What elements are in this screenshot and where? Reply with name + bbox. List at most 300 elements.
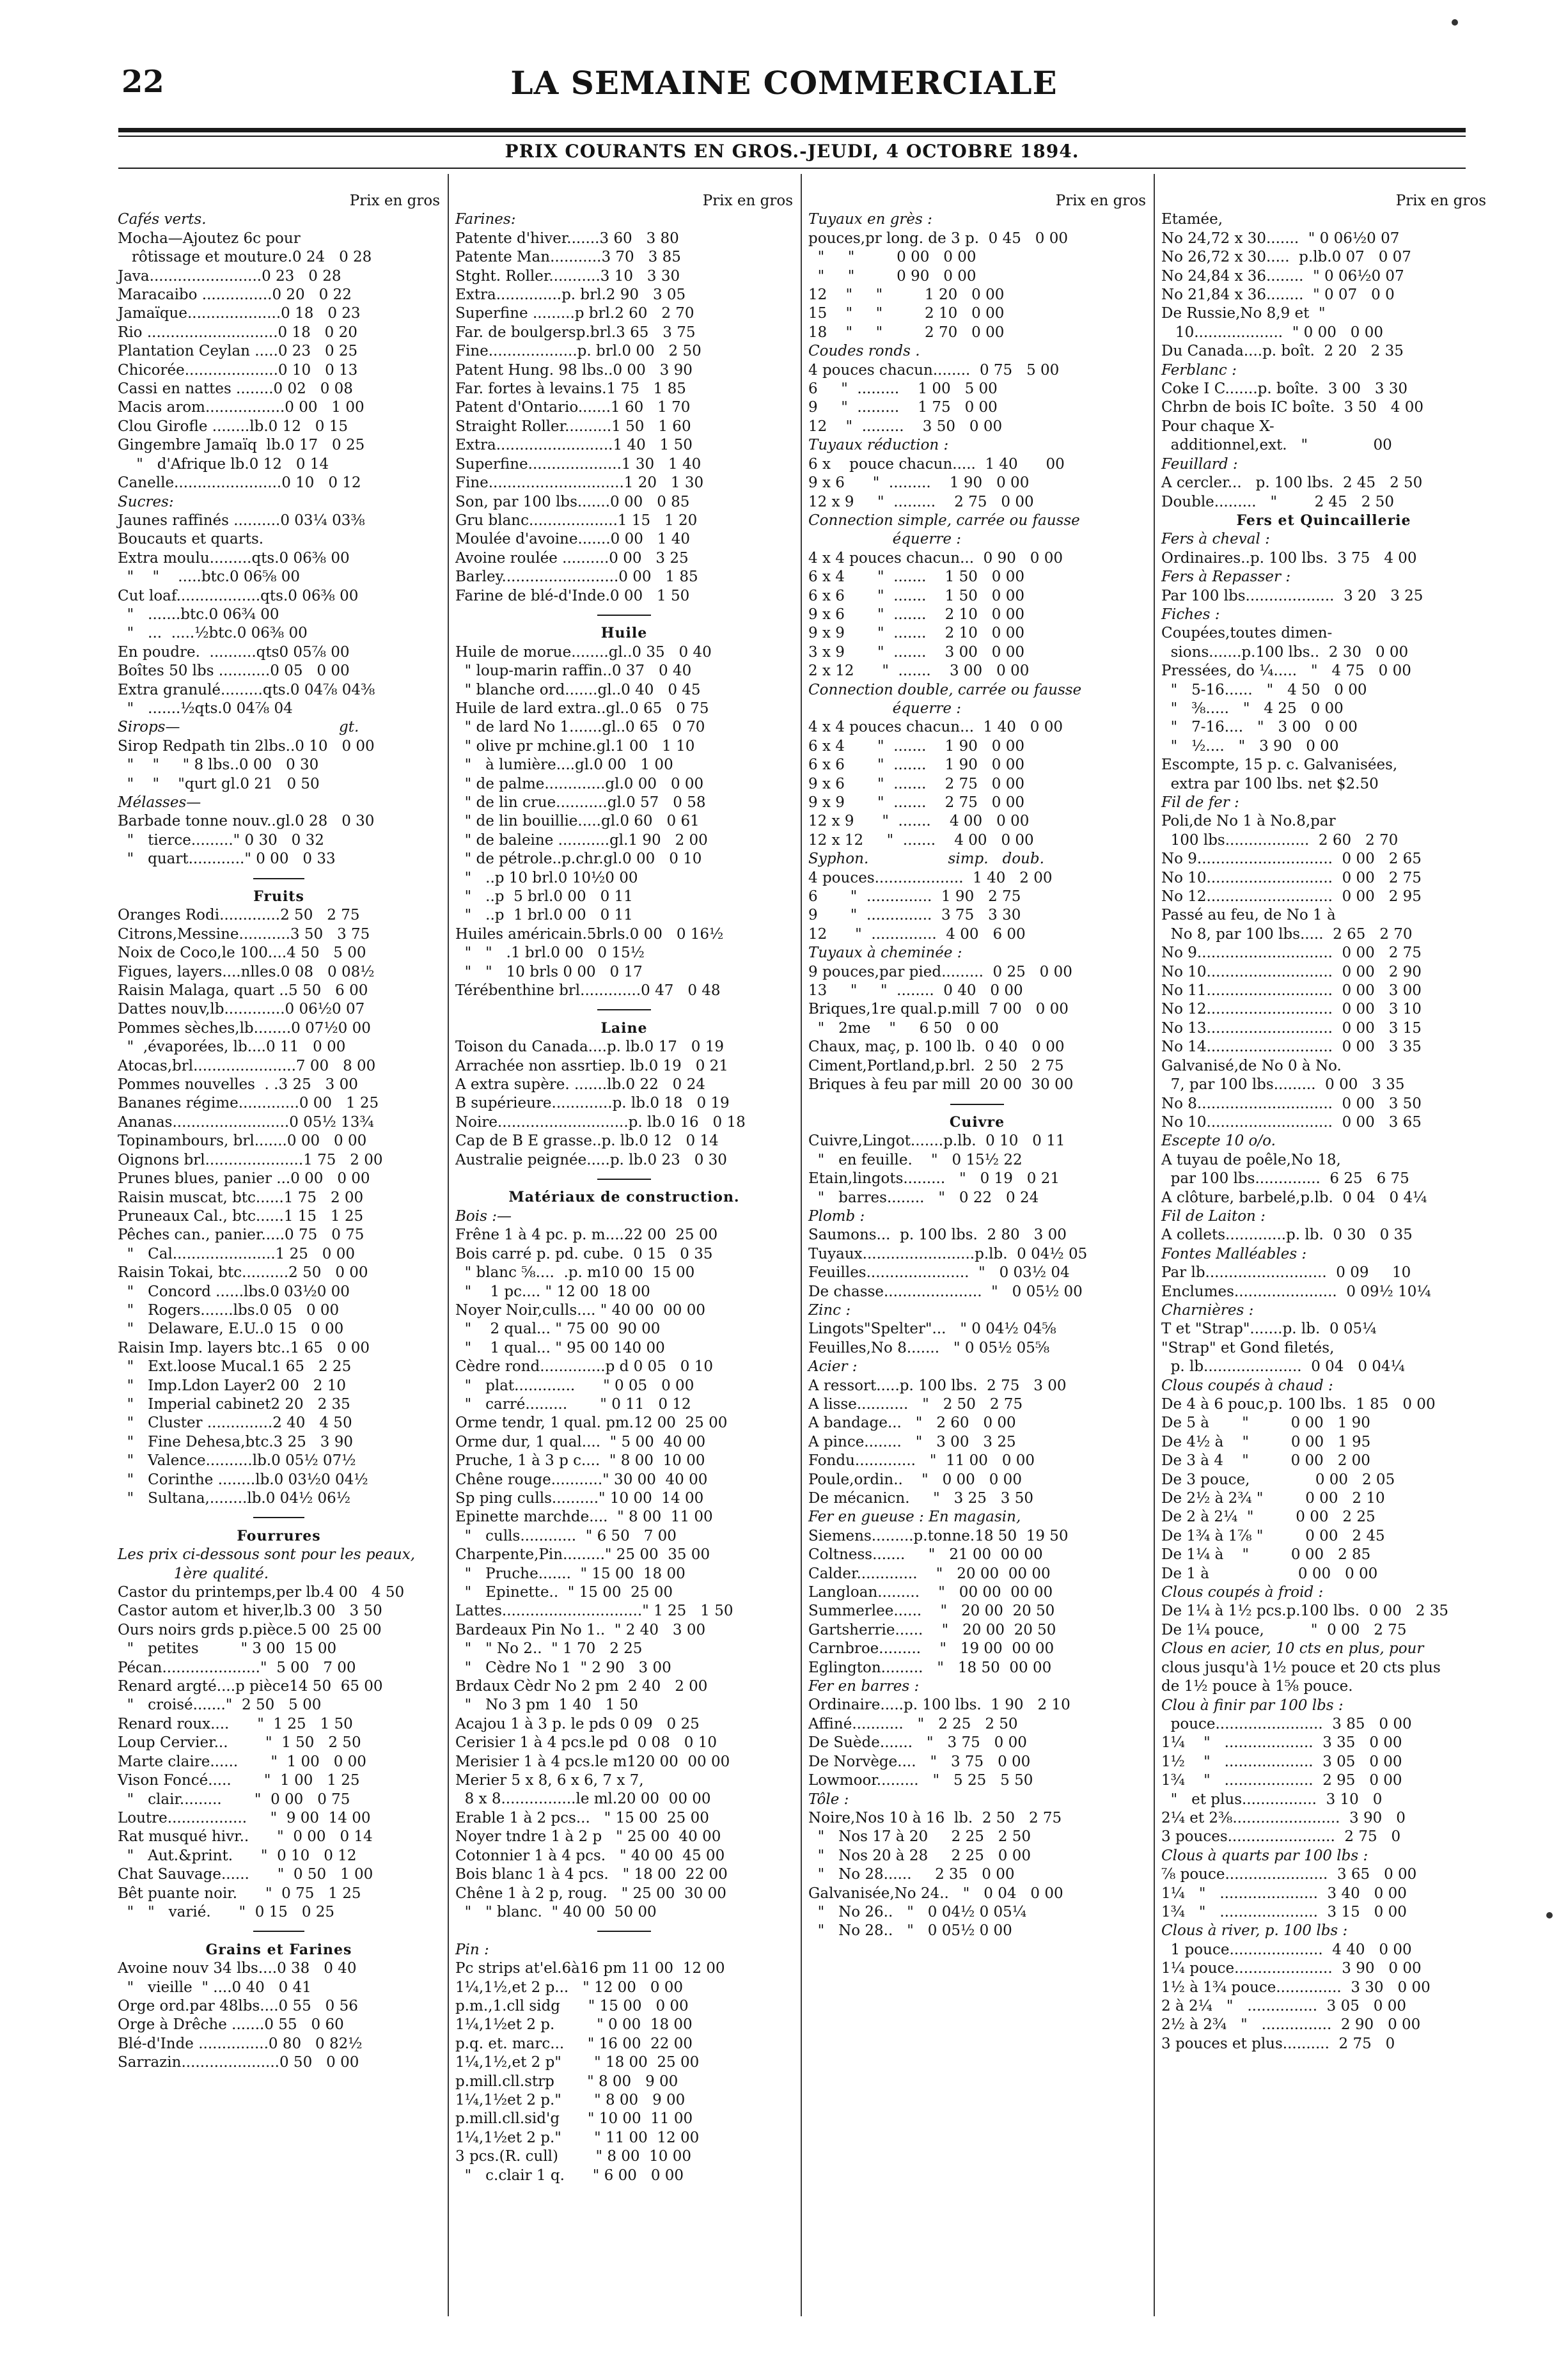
- price-line: Jamaïque....................0 18 0 23: [118, 305, 361, 322]
- price-line: Sarrazin.....................0 50 0 00: [118, 2054, 359, 2071]
- price-line: A extra supère. .......lb.0 22 0 24: [455, 1076, 705, 1094]
- column-header: Prix en gros: [702, 192, 793, 209]
- price-line: Gru blanc...................1 15 1 20: [455, 512, 698, 529]
- price-line: " de palme.............gl.0 00 0 00: [455, 775, 704, 792]
- price-line: Pc strips at'el.6à16 pm 11 00 12 00: [455, 1960, 725, 1977]
- price-line: Chaux, maç, p. 100 lb. 0 40 0 00: [808, 1039, 1065, 1056]
- price-line: " de lin crue...........gl.0 57 0 58: [455, 794, 706, 811]
- price-line: No 9............................. 0 00 2 75: [1161, 945, 1422, 962]
- price-line: " " blanc. " 40 00 50 00: [455, 1903, 657, 1920]
- price-line: 1¼ pouce..................... 3 90 0 00: [1161, 1960, 1422, 1977]
- price-line: 1¼,1½,et 2 p" " 18 00 25 00: [455, 2054, 700, 2071]
- price-line: Noire............................p. lb.0 16 0 18: [455, 1113, 746, 1131]
- price-line: Noix de Coco,le 100....4 50 5 00: [118, 945, 366, 962]
- price-line: Ordinaire.....p. 100 lbs. 1 90 2 10: [808, 1697, 1070, 1714]
- price-line: Carnbroe......... " 19 00 00 00: [808, 1640, 1054, 1658]
- price-line: " culls............ " 6 50 7 00: [455, 1527, 677, 1544]
- price-line: Etamée,: [1161, 211, 1223, 228]
- price-line: "Strap" et Gond filetés,: [1161, 1339, 1335, 1356]
- price-line: " barres........ " 0 22 0 24: [808, 1189, 1039, 1206]
- price-line: " de lin bouillie.....gl.0 60 0 61: [455, 813, 700, 830]
- category-label: Escepte 10 o/o.: [1161, 1133, 1276, 1150]
- price-line: Feuilles...................... " 0 03½ 04: [808, 1264, 1070, 1282]
- column-divider: [1154, 174, 1155, 2316]
- category-label: Zinc :: [808, 1301, 851, 1319]
- price-line: 2½ à 2¾ " ............... 2 90 0 00: [1161, 2016, 1421, 2034]
- price-line: Macis arom.................0 00 1 00: [118, 399, 365, 416]
- category-label: Pin :: [455, 1941, 489, 1958]
- price-line: Par lb.......................... 0 09 10: [1161, 1264, 1411, 1282]
- category-label: Fiches :: [1161, 606, 1220, 623]
- price-line: Ordinaires..p. 100 lbs. 3 75 4 00: [1161, 549, 1417, 567]
- price-line: Ananas.........................0 05½ 13¾: [118, 1113, 374, 1131]
- price-line: sions.......p.100 lbs.. 2 30 0 00: [1161, 643, 1409, 661]
- price-line: De 1¼ à " 0 00 2 85: [1161, 1546, 1371, 1564]
- price-line: Lattes.............................." 1 25 1 50: [455, 1603, 733, 1620]
- price-line: Affiné........... " 2 25 2 50: [808, 1715, 1018, 1732]
- price-line: 12 x 9 " ......... 2 75 0 00: [808, 493, 1034, 510]
- section-divider: [808, 1095, 1146, 1113]
- category-label: Tuyaux à cheminée :: [808, 945, 962, 962]
- section-title: Cuivre: [949, 1113, 1005, 1131]
- price-line: Fine.............................1 20 1 30: [455, 475, 704, 492]
- price-line: 9 " .............. 3 75 3 30: [808, 907, 1021, 924]
- price-line: No 10........................... 0 00 3 65: [1161, 1113, 1422, 1131]
- price-line: " ⅜..... " 4 25 0 00: [1161, 700, 1344, 717]
- price-line: " loup-marin raffin..0 37 0 40: [455, 663, 692, 680]
- price-line: Orge ord.par 48lbs....0 55 0 56: [118, 1997, 358, 2014]
- price-line: " Pruche....... " 15 00 18 00: [455, 1565, 686, 1582]
- price-line: Oranges Rodi.............2 50 2 75: [118, 907, 360, 924]
- price-list-heading: PRIX COURANTS EN GROS.-JEUDI, 4 OCTOBRE 1894.: [505, 141, 1079, 162]
- price-line: Huiles américain.5brls.0 00 0 16½: [455, 925, 724, 943]
- price-line: de 1½ pouce à 1⅝ pouce.: [1161, 1678, 1353, 1695]
- price-line: No 8............................. 0 00 3 50: [1161, 1095, 1422, 1112]
- price-line: De 1 à 0 00 0 00: [1161, 1565, 1378, 1582]
- price-line: Cotonnier 1 à 4 pcs. " 40 00 45 00: [455, 1847, 725, 1864]
- section-title: Grains et Farines: [205, 1941, 352, 1958]
- price-line: Pommes sèches,lb........0 07½0 00: [118, 1019, 371, 1037]
- price-line: 1¾ " ..................... 3 15 0 00: [1161, 1903, 1407, 1920]
- price-line: Lowmoor......... " 5 25 5 50: [808, 1772, 1033, 1789]
- price-line: 3 pouces et plus.......... 2 75 0: [1161, 2035, 1395, 2052]
- price-line: Extra moulu.........qts.0 06⅜ 00: [118, 549, 350, 567]
- price-line: Moulée d'avoine.......0 00 1 40: [455, 531, 691, 548]
- price-line: Siemens.........p.tonne.18 50 19 50: [808, 1527, 1069, 1544]
- category-label: Les prix ci-dessous sont pour les peaux,: [118, 1546, 416, 1564]
- price-line: 12 x 12 " ....... 4 00 0 00: [808, 831, 1034, 849]
- price-line: De 4 à 6 pouc,p. 100 lbs. 1 85 0 00: [1161, 1396, 1436, 1413]
- price-line: De Norvège.... " 3 75 0 00: [808, 1753, 1031, 1770]
- price-line: clous jusqu'à 1½ pouce et 20 cts plus: [1161, 1659, 1441, 1676]
- price-line: " quart............" 0 00 0 33: [118, 851, 336, 868]
- price-line: " blanche ord.......gl..0 40 0 45: [455, 681, 701, 698]
- price-line: Bardeaux Pin No 1.. " 2 40 3 00: [455, 1621, 706, 1638]
- category-label: Clous coupés à froid :: [1161, 1584, 1324, 1601]
- price-line: Double......... " 2 45 2 50: [1161, 493, 1394, 510]
- header-rule-thick: [118, 128, 1466, 132]
- price-line: Térébenthine brl.............0 47 0 48: [455, 982, 721, 1000]
- price-line: " No 28.. " 0 05½ 0 00: [808, 1922, 1012, 1940]
- column-divider: [801, 174, 802, 2316]
- section-divider: [118, 1508, 440, 1526]
- price-line: " Imperial cabinet2 20 2 35: [118, 1395, 350, 1413]
- category-label: Ferblanc :: [1161, 361, 1237, 379]
- price-line: " vieille " ....0 40 0 41: [118, 1979, 311, 1996]
- price-line: " No 28...... 2 35 0 00: [808, 1866, 1015, 1883]
- category-label: Fer en gueuse : En magasin,: [808, 1509, 1021, 1526]
- price-line: Pruche, 1 à 3 p c.... " 8 00 10 00: [455, 1452, 705, 1470]
- price-line: Bois blanc 1 à 4 pcs. " 18 00 22 00: [455, 1866, 728, 1883]
- price-line: 1¼,1½et 2 p." " 8 00 9 00: [455, 2091, 686, 2108]
- price-column-1: [114, 192, 444, 2315]
- section-title: Fourrures: [237, 1527, 321, 1544]
- section-divider: [455, 1170, 793, 1188]
- category-label: Sucres:: [118, 493, 174, 510]
- price-line: " " .....btc.0 06⅝ 00: [118, 569, 301, 586]
- price-line: " ..p 5 brl.0 00 0 11: [455, 888, 633, 906]
- price-line: pouce....................... 3 85 0 00: [1161, 1715, 1412, 1732]
- price-column-3: [804, 192, 1150, 2315]
- price-line: Feuilles,No 8....... " 0 05½ 05⅝: [808, 1339, 1050, 1356]
- price-line: Stght. Roller...........3 10 3 30: [455, 267, 680, 285]
- price-line: Passé au feu, de No 1 à: [1161, 907, 1336, 924]
- price-line: 1¼,1½et 2 p." " 11 00 12 00: [455, 2129, 700, 2146]
- price-line: " " varié. " 0 15 0 25: [118, 1903, 335, 1920]
- price-line: No 10........................... 0 00 2 75: [1161, 869, 1422, 886]
- price-line: Noyer tndre 1 à 2 p " 25 00 40 00: [455, 1828, 721, 1846]
- price-line: Son, par 100 lbs.......0 00 0 85: [455, 493, 690, 510]
- header-rule-thin: [118, 136, 1466, 137]
- category-label: Clou à finir par 100 lbs :: [1161, 1697, 1344, 1714]
- price-line: 7, par 100 lbs......... 0 00 3 35: [1161, 1076, 1405, 1094]
- price-line: 6 x 6 " ....... 1 50 0 00: [808, 587, 1025, 604]
- category-label: Plomb :: [808, 1207, 865, 1225]
- price-line: Prunes blues, panier ...0 00 0 00: [118, 1170, 370, 1188]
- price-line: Renard argté....p pièce14 50 65 00: [118, 1678, 383, 1695]
- price-line: par 100 lbs.............. 6 25 6 75: [1161, 1170, 1409, 1188]
- price-line: " ½.... " 3 90 0 00: [1161, 737, 1339, 755]
- category-label: Clous en acier, 10 cts en plus, pour: [1161, 1640, 1424, 1658]
- price-line: Frêne 1 à 4 pc. p. m....22 00 25 00: [455, 1227, 718, 1244]
- price-line: Far. de boulgersp.brl.3 65 3 75: [455, 324, 696, 341]
- price-line: 6 x 4 " ....... 1 90 0 00: [808, 737, 1025, 755]
- price-line: Raisin Tokai, btc..........2 50 0 00: [118, 1264, 368, 1282]
- price-line: " carré......... " 0 11 0 12: [455, 1395, 691, 1413]
- price-line: No 12........................... 0 00 3 10: [1161, 1001, 1422, 1018]
- category-label: Fers à Repasser :: [1161, 569, 1291, 586]
- price-line: " Corinthe ........lb.0 03½0 04½: [118, 1471, 368, 1488]
- column-header: Prix en gros: [1395, 192, 1486, 209]
- category-label: Connection simple, carrée ou fausse: [808, 512, 1080, 529]
- price-line: De 1¾ à 1⅞ " 0 00 2 45: [1161, 1527, 1385, 1544]
- price-line: Topinambours, brl.......0 00 0 00: [118, 1133, 367, 1150]
- price-line: 1¾ " ................... 2 95 0 00: [1161, 1772, 1402, 1789]
- category-label: Mélasses—: [118, 794, 201, 811]
- price-line: " Valence..........lb.0 05½ 07½: [118, 1452, 356, 1470]
- section-title: Laine: [600, 1019, 648, 1037]
- price-line: " ..p 10 brl.0 10½0 00: [455, 869, 638, 886]
- price-line: Pressées, do ¼..... " 4 75 0 00: [1161, 663, 1411, 680]
- price-line: " .......btc.0 06¾ 00: [118, 606, 279, 623]
- price-line: " ,évaporées, lb....0 11 0 00: [118, 1039, 346, 1056]
- section-divider: [118, 869, 440, 888]
- price-line: Cuivre,Lingot.......p.lb. 0 10 0 11: [808, 1133, 1065, 1150]
- price-line: " et plus................ 3 10 0: [1161, 1791, 1383, 1808]
- price-line: De 3 à 4 " 0 00 2 00: [1161, 1452, 1370, 1470]
- price-line: Ciment,Portland,p.brl. 2 50 2 75: [808, 1057, 1064, 1074]
- price-line: 4 pouces................... 1 40 2 00: [808, 869, 1053, 886]
- price-line: Par 100 lbs................... 3 20 3 25: [1161, 587, 1423, 604]
- price-line: " petites " 3 00 15 00: [118, 1640, 337, 1658]
- price-line: " 1 qual... " 95 00 140 00: [455, 1339, 665, 1356]
- price-line: Pruneaux Cal., btc......1 15 1 25: [118, 1207, 364, 1225]
- category-label: Fontes Malléables :: [1161, 1245, 1307, 1262]
- price-line: Loup Cervier... " 1 50 2 50: [118, 1734, 361, 1752]
- price-line: " Sultana,........lb.0 04½ 06½: [118, 1490, 351, 1507]
- price-line: " Aut.&print. " 0 10 0 12: [118, 1847, 357, 1864]
- section-divider: [455, 1000, 793, 1019]
- price-line: " .......½qts.0 04⅞ 04: [118, 700, 293, 717]
- price-line: Calder............. " 20 00 00 00: [808, 1565, 1051, 1582]
- price-line: extra par 100 lbs. net $2.50: [1161, 775, 1379, 792]
- price-line: " " .1 brl.0 00 0 15½: [455, 945, 645, 962]
- price-line: Charpente,Pin........." 25 00 35 00: [455, 1546, 710, 1564]
- price-line: 4 pouces chacun........ 0 75 5 00: [808, 361, 1060, 379]
- price-line: " croisé......." 2 50 5 00: [118, 1697, 322, 1714]
- price-line: A bandage... " 2 60 0 00: [808, 1415, 1016, 1432]
- price-line: Coke I C.......p. boîte. 3 00 3 30: [1161, 381, 1408, 398]
- price-line: 3 pouces....................... 2 75 0: [1161, 1828, 1401, 1846]
- price-line: 9 x 9 " ....... 2 10 0 00: [808, 625, 1025, 642]
- price-line: Toison du Canada....p. lb.0 17 0 19: [455, 1039, 724, 1056]
- price-line: p.q. et. marc... " 16 00 22 00: [455, 2035, 693, 2052]
- price-line: " Nos 20 à 28 2 25 0 00: [808, 1847, 1031, 1864]
- price-line: Summerlee...... " 20 00 20 50: [808, 1603, 1055, 1620]
- price-line: Merisier 1 à 4 pcs.le m120 00 00 00: [455, 1753, 730, 1770]
- category-label: Farines:: [455, 211, 516, 228]
- price-line: " " " 8 lbs..0 00 0 30: [118, 757, 319, 774]
- price-line: " à lumière....gl.0 00 1 00: [455, 757, 673, 774]
- price-line: Galvanisée,No 24.. " 0 04 0 00: [808, 1885, 1063, 1902]
- price-line: En poudre. ..........qts0 05⅞ 00: [118, 643, 350, 661]
- category-label: Tôle :: [808, 1791, 849, 1808]
- price-line: " Fine Dehesa,btc.3 25 3 90: [118, 1433, 353, 1450]
- price-line: Briques à feu par mill 20 00 30 00: [808, 1076, 1074, 1094]
- price-line: " " 0 00 0 00: [808, 249, 976, 266]
- price-line: Cassi en nattes ........0 02 0 08: [118, 381, 353, 398]
- price-line: p. lb..................... 0 04 0 04¼: [1161, 1358, 1405, 1376]
- price-line: " blanc ⅝.... .p. m10 00 15 00: [455, 1264, 695, 1282]
- price-line: 2 x 12 " ....... 3 00 0 00: [808, 663, 1030, 680]
- price-line: " Cluster ..............2 40 4 50: [118, 1415, 352, 1432]
- price-line: Castor du printemps,per lb.4 00 4 50: [118, 1584, 405, 1601]
- price-line: Maracaibo ...............0 20 0 22: [118, 286, 352, 304]
- price-line: Merier 5 x 8, 6 x 6, 7 x 7,: [455, 1772, 644, 1789]
- price-line: 4 x 4 pouces chacun... 1 40 0 00: [808, 719, 1063, 736]
- price-line: " 2me " 6 50 0 00: [808, 1019, 999, 1037]
- price-line: Patent Hung. 98 lbs..0 00 3 90: [455, 361, 693, 379]
- price-line: 12 " .............. 4 00 6 00: [808, 925, 1026, 943]
- price-line: Gartsherrie...... " 20 00 20 50: [808, 1621, 1056, 1638]
- category-label: Fers à cheval :: [1161, 531, 1270, 548]
- price-line: " Epinette.. " 15 00 25 00: [455, 1584, 673, 1601]
- price-line: Noire,Nos 10 à 16 lb. 2 50 2 75: [808, 1809, 1062, 1826]
- section-divider: [455, 606, 793, 624]
- price-line: " 5-16...... " 4 50 0 00: [1161, 681, 1367, 698]
- price-line: " Ext.loose Mucal.1 65 2 25: [118, 1358, 352, 1376]
- price-line: " No 3 pm 1 40 1 50: [455, 1697, 638, 1714]
- price-line: 18 " " 2 70 0 00: [808, 324, 1005, 341]
- price-line: T et "Strap".......p. lb. 0 05¼: [1161, 1321, 1377, 1338]
- price-line: 9 x 6 " ....... 2 75 0 00: [808, 775, 1025, 792]
- category-label: Tuyaux réduction :: [808, 437, 949, 454]
- price-line: Orme tendr, 1 qual. pm.12 00 25 00: [455, 1415, 728, 1432]
- price-line: Saumons... p. 100 lbs. 2 80 3 00: [808, 1227, 1067, 1244]
- price-line: 9 x 6 " ......... 1 90 0 00: [808, 475, 1030, 492]
- price-line: Fondu............. " 11 00 0 00: [808, 1452, 1035, 1470]
- price-line: Bois carré p. pd. cube. 0 15 0 35: [455, 1245, 713, 1262]
- price-line: 2¼ et 2⅜....................... 3 90 0: [1161, 1809, 1406, 1826]
- price-line: " ..p 1 brl.0 00 0 11: [455, 907, 633, 924]
- price-line: 6 " ......... 1 00 5 00: [808, 381, 998, 398]
- price-line: p.m.,1.cll sidg " 15 00 0 00: [455, 1997, 689, 2014]
- price-line: 100 lbs.................. 2 60 2 70: [1161, 831, 1399, 849]
- price-line: " " "qurt gl.0 21 0 50: [118, 775, 320, 792]
- price-line: Far. fortes à levains.1 75 1 85: [455, 381, 686, 398]
- price-line: Raisin Imp. layers btc..1 65 0 00: [118, 1339, 370, 1356]
- price-line: Arrachée non assrtiep. lb.0 19 0 21: [455, 1057, 728, 1074]
- category-label: équerre :: [808, 531, 962, 548]
- price-line: Etain,lingots......... " 0 19 0 21: [808, 1170, 1060, 1188]
- price-line: No 14........................... 0 00 3 35: [1161, 1039, 1422, 1056]
- price-line: De chasse..................... " 0 05½ 00: [808, 1283, 1083, 1300]
- price-line: Du Canada....p. boît. 2 20 2 35: [1161, 343, 1404, 360]
- price-line: Epinette marchde.... " 8 00 11 00: [455, 1509, 713, 1526]
- price-line: De Suède....... " 3 75 0 00: [808, 1734, 1027, 1752]
- price-line: Plantation Ceylan .....0 23 0 25: [118, 343, 358, 360]
- price-line: Langloan......... " 00 00 00 00: [808, 1584, 1053, 1601]
- price-line: " 2 qual... " 75 00 90 00: [455, 1321, 661, 1338]
- price-line: Marte claire...... " 1 00 0 00: [118, 1753, 366, 1770]
- price-line: No 21,84 x 36........ " 0 07 0 0: [1161, 286, 1395, 304]
- price-line: 9 x 9 " ....... 2 75 0 00: [808, 794, 1025, 811]
- category-label: Sirops— gt.: [118, 719, 359, 736]
- price-line: 6 x pouce chacun..... 1 40 00: [808, 455, 1065, 473]
- section-divider: [118, 1922, 440, 1940]
- price-line: " de lard No 1.......gl..0 65 0 70: [455, 719, 705, 736]
- price-line: No 12........................... 0 00 2 95: [1161, 888, 1422, 906]
- price-line: Castor autom et hiver,lb.3 00 3 50: [118, 1603, 382, 1620]
- category-label: Charnières :: [1161, 1301, 1254, 1319]
- price-line: No 9............................. 0 00 2 65: [1161, 851, 1422, 868]
- section-divider: [455, 1922, 793, 1940]
- price-line: " Cal......................1 25 0 00: [118, 1245, 355, 1262]
- price-line: " No 26.. " 0 04½ 0 05¼: [808, 1903, 1027, 1920]
- price-line: Superfine....................1 30 1 40: [455, 455, 702, 473]
- price-line: Superfine .........p brl.2 60 2 70: [455, 305, 694, 322]
- price-line: Eglington......... " 18 50 00 00: [808, 1659, 1052, 1676]
- price-line: 10................... " 0 00 0 00: [1161, 324, 1383, 341]
- column-header: Prix en gros: [1055, 192, 1146, 209]
- price-line: Patent d'Ontario.......1 60 1 70: [455, 399, 691, 416]
- price-line: rôtissage et mouture.0 24 0 28: [118, 249, 372, 266]
- price-line: Vison Foncé..... " 1 00 1 25: [118, 1772, 360, 1789]
- price-line: Pommes nouvelles . .3 25 3 00: [118, 1076, 358, 1094]
- price-line: 8 x 8................le ml.20 00 00 00: [455, 1791, 711, 1808]
- price-line: A pince........ " 3 00 3 25: [808, 1433, 1016, 1450]
- price-line: Pour chaque X-: [1161, 418, 1274, 435]
- price-line: Huile de morue........gl..0 35 0 40: [455, 643, 712, 661]
- price-line: 15 " " 2 10 0 00: [808, 305, 1005, 322]
- price-line: Sp ping culls.........." 10 00 14 00: [455, 1489, 704, 1507]
- price-line: 9 pouces,par pied......... 0 25 0 00: [808, 963, 1072, 980]
- price-line: A ressort.....p. 100 lbs. 2 75 3 00: [808, 1377, 1067, 1394]
- price-line: Bananes régime.............0 00 1 25: [118, 1095, 379, 1112]
- price-line: Patente Man...........3 70 3 85: [455, 249, 681, 266]
- price-line: No 26,72 x 30..... p.lb.0 07 0 07: [1161, 249, 1411, 266]
- price-line: Extra..............p. brl.2 90 3 05: [455, 286, 686, 304]
- price-line: Loutre................. " 9 00 14 00: [118, 1809, 371, 1826]
- category-label: Coudes ronds .: [808, 343, 920, 360]
- price-line: A tuyau de poêle,No 18,: [1161, 1151, 1341, 1168]
- price-line: Extra.........................1 40 1 50: [455, 437, 693, 454]
- price-line: Noyer Noir,culls.... " 40 00 00 00: [455, 1301, 705, 1319]
- price-line: Chicorée....................0 10 0 13: [118, 361, 358, 379]
- price-line: Rio ............................0 18 0 20: [118, 324, 357, 341]
- price-line: " de baleine ...........gl.1 90 2 00: [455, 831, 708, 849]
- price-line: A cercler... p. 100 lbs. 2 45 2 50: [1161, 475, 1423, 492]
- price-line: Cut loaf..................qts.0 06⅜ 00: [118, 587, 359, 604]
- price-line: Briques,1re qual.p.mill 7 00 0 00: [808, 1001, 1069, 1018]
- price-line: Orme dur, 1 qual.... " 5 00 40 00: [455, 1433, 706, 1450]
- price-line: No 24,84 x 36........ " 0 06½0 07: [1161, 267, 1404, 285]
- price-line: " Concord ......lbs.0 03½0 00: [118, 1283, 350, 1300]
- price-line: " Rogers.......lbs.0 05 0 00: [118, 1301, 340, 1319]
- price-line: p.mill.cll.sid'g " 10 00 11 00: [455, 2110, 693, 2128]
- price-line: Cerisier 1 à 4 pcs.le pd 0 08 0 10: [455, 1734, 717, 1752]
- price-line: 3 pcs.(R. cull) " 8 00 10 00: [455, 2148, 692, 2165]
- price-line: Coltness....... " 21 00 00 00: [808, 1546, 1043, 1564]
- price-line: Citrons,Messine...........3 50 3 75: [118, 925, 370, 943]
- section-title: Fruits: [253, 888, 304, 906]
- price-line: Canelle.......................0 10 0 12: [118, 475, 361, 492]
- price-line: De mécanicn. " 3 25 3 50: [808, 1490, 1033, 1507]
- price-line: Boîtes 50 lbs ...........0 05 0 00: [118, 663, 350, 680]
- price-line: " Nos 17 à 20 2 25 2 50: [808, 1828, 1031, 1846]
- price-line: Bêt puante noir. " 0 75 1 25: [118, 1885, 361, 1902]
- print-speck: [1546, 1912, 1553, 1919]
- column-divider: [448, 174, 449, 2316]
- price-line: Chat Sauvage...... " 0 50 1 00: [118, 1866, 373, 1883]
- price-line: Figues, layers....nlles.0 08 0 08½: [118, 963, 375, 980]
- price-line: Orge à Drêche .......0 55 0 60: [118, 2016, 344, 2034]
- price-line: " " 10 brls 0 00 0 17: [455, 963, 643, 980]
- price-line: 1½ à 1¾ pouce.............. 3 30 0 00: [1161, 1979, 1431, 1996]
- price-line: 3 x 9 " ....... 3 00 0 00: [808, 643, 1025, 661]
- price-line: Avoine roulée ..........0 00 3 25: [455, 549, 689, 567]
- price-line: Raisin Malaga, quart ..5 50 6 00: [118, 982, 368, 1000]
- price-line: 1½ " ................... 3 05 0 00: [1161, 1753, 1402, 1770]
- price-line: Straight Roller..........1 50 1 60: [455, 418, 691, 435]
- price-line: Chrbn de bois IC boîte. 3 50 4 00: [1161, 399, 1424, 416]
- price-line: Renard roux.... " 1 25 1 50: [118, 1715, 353, 1732]
- price-line: Extra granulé.........qts.0 04⅞ 04⅜: [118, 681, 375, 698]
- price-line: Rat musqué hivr.. " 0 00 0 14: [118, 1828, 373, 1846]
- price-line: Chêne rouge..........." 30 00 40 00: [455, 1471, 708, 1488]
- category-label: Fil de Laiton :: [1161, 1207, 1266, 1225]
- price-line: " clair......... " 0 00 0 75: [118, 1791, 350, 1808]
